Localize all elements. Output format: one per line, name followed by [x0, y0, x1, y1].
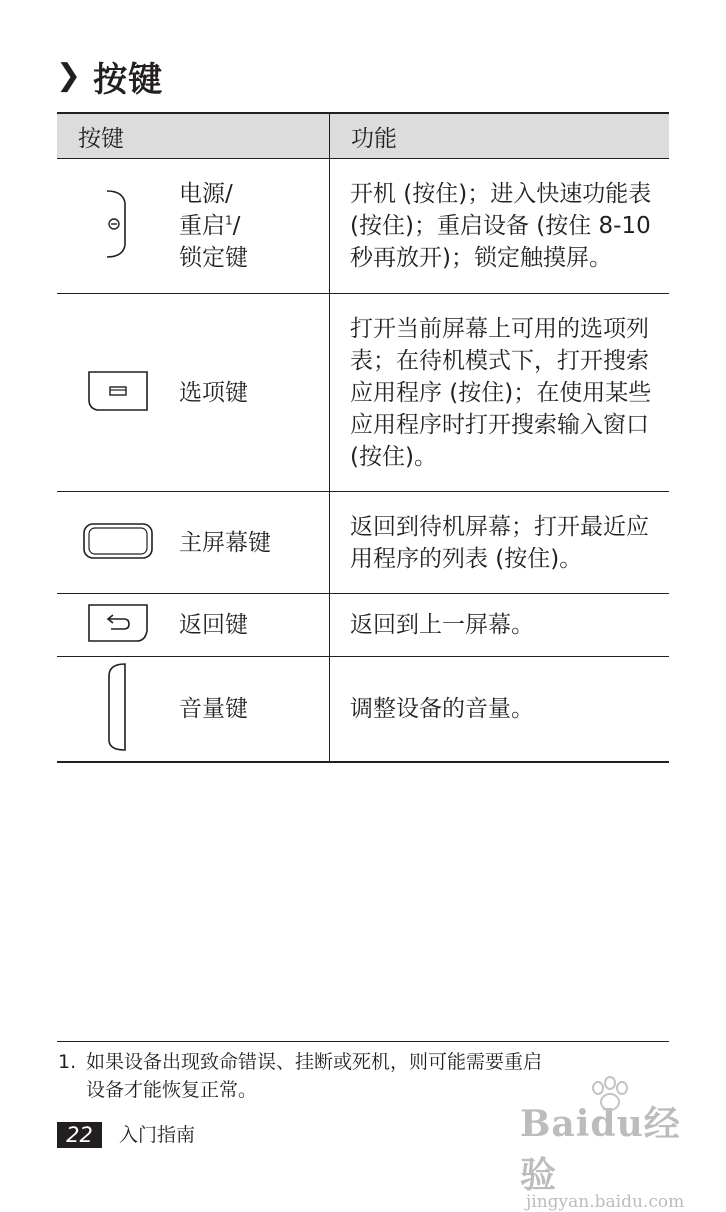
section-heading	[56, 52, 163, 100]
chapter-label: 入门指南	[119, 1124, 196, 1146]
menu-key-icon	[87, 368, 149, 414]
footnote-text: 设备才能恢复正常。	[86, 1079, 258, 1101]
footnote-text: 如果设备出现致命错误、挂断或死机，则可能需要重启	[86, 1051, 543, 1073]
paw-icon	[588, 1076, 632, 1112]
table-row-menu	[57, 294, 669, 492]
power-key-icon	[103, 189, 133, 259]
key-name: 电源/	[179, 181, 233, 207]
page-number: 22	[57, 1122, 102, 1148]
keys-table	[57, 112, 669, 763]
table-row-power: 电源/ 重启$^1$/ 锁定键 开机 (按住)；进入快速功能表 (按住)；重启设备 (按住 8-10 秒再放开)；锁定触摸屏。	[57, 159, 669, 294]
footnote-number: 1.	[58, 1051, 77, 1073]
section-title: 按键	[93, 59, 164, 100]
volume-key-icon	[103, 662, 133, 752]
chevron-right-icon: ❯	[56, 58, 82, 93]
key-name: 返回键	[179, 594, 330, 657]
key-name: 锁定键	[179, 245, 248, 271]
key-function: 调整设备的音量。	[350, 695, 534, 722]
key-function: 打开当前屏幕上可用的选项列表；在待机模式下，打开搜索应用程序 (按住)；在使用某些应用程序时打开搜索输入窗口 (按住)。	[350, 315, 652, 470]
header-function: 功能	[330, 113, 670, 159]
back-key-icon	[87, 601, 149, 645]
key-function: 开机 (按住)；进入快速功能表 (按住)；重启设备 (按住 8-10 秒再放开)；锁定触摸屏。	[350, 181, 652, 271]
key-function: 返回到待机屏幕；打开最近应用程序的列表 (按住)。	[350, 513, 649, 572]
footnote-ref: 1	[225, 213, 233, 228]
key-name: 音量键	[179, 657, 330, 762]
watermark	[520, 1082, 690, 1212]
table-row-home	[57, 492, 669, 594]
table-row-back	[57, 594, 669, 657]
key-name: 选项键	[179, 294, 330, 492]
watermark-url: jingyan.baidu.com	[526, 1192, 685, 1212]
header-key: 按键	[57, 113, 330, 159]
footnote-divider	[57, 1041, 669, 1042]
key-name: 主屏幕键	[179, 492, 330, 594]
home-key-icon	[82, 521, 154, 561]
table-row-volume	[57, 657, 669, 762]
key-name: 重启	[179, 213, 225, 239]
watermark-brand: Baidu经验	[520, 1103, 681, 1196]
key-function: 返回到上一屏幕。	[350, 612, 534, 638]
